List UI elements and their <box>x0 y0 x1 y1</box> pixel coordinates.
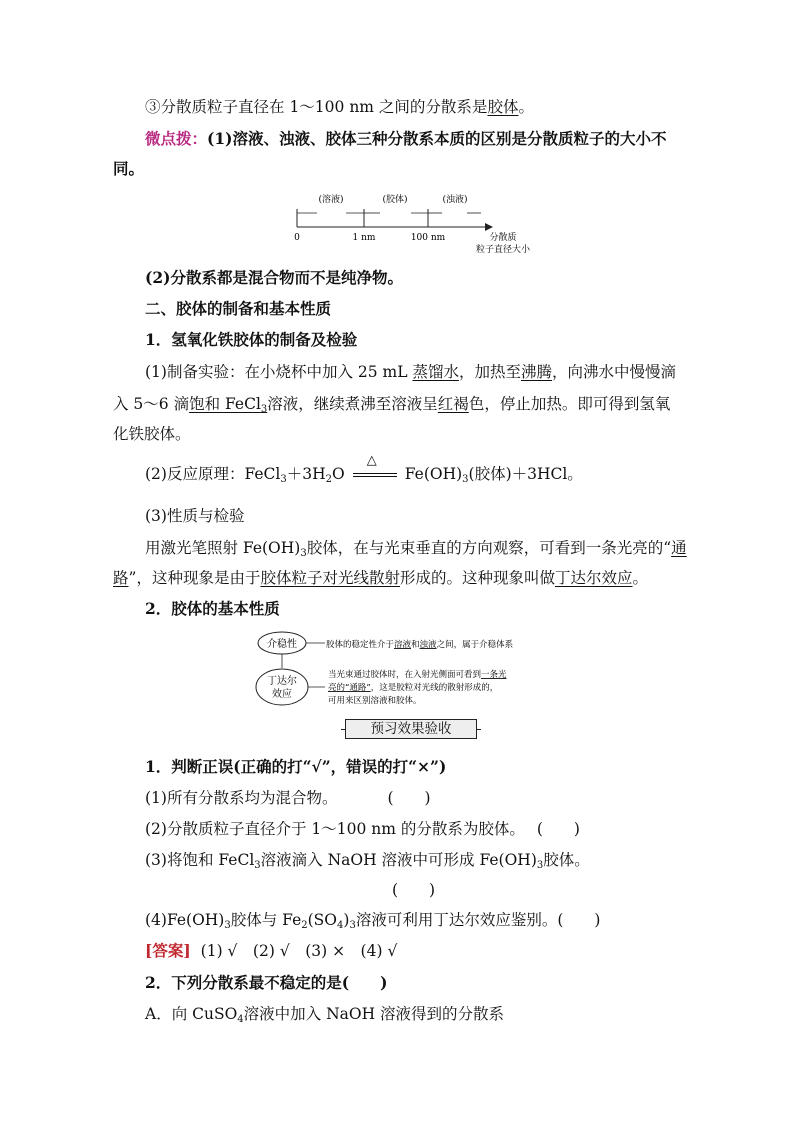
tip-line-2: 同。 <box>113 159 145 178</box>
answer-blank: ( ) <box>392 881 436 899</box>
answer-blank: ( ) <box>557 911 601 929</box>
underlined-answer: 胶体粒子对光线散射 <box>260 569 400 587</box>
subheading-2: 2．胶体的基本性质 <box>145 599 280 618</box>
q1-heading: 1．判断正误(正确的打“√”，错误的打“×”) <box>145 757 447 776</box>
q1-item-4: $(4)Fe(OH)_3$胶体与 $Fe_2(SO_4)_3$溶液可利用丁达尔效应鉴别。( ) <box>145 911 601 931</box>
tyndall-desc-1: 当光束通过胶体时，在入射光侧面可看到一条光 <box>328 670 507 680</box>
underlined-answer: 沸腾 <box>520 363 552 381</box>
range-label-suspension: (浊液) <box>442 195 468 205</box>
circled-number: ③ <box>145 98 161 116</box>
tick-label: 0 <box>294 233 300 243</box>
q1-item-1: (1)所有分散系均为混合物。 ( ) <box>145 789 431 807</box>
metastable-desc: 胶体的稳定性介于溶液和浊液之间，属于介稳体系 <box>326 640 514 650</box>
node-metastable: 介稳性 <box>267 639 297 650</box>
q1-item-3: (3)将饱和 FeCl$_3$溶液滴入 NaOH 溶液中可形成 $Fe(OH)_3$胶体。 <box>145 851 590 871</box>
q2-heading: 2．下列分散系最不稳定的是( ) <box>145 973 388 992</box>
prep-line-3: 化铁胶体。 <box>113 425 191 443</box>
axis-caption-2: 粒子直径大小 <box>475 245 531 255</box>
underlined-answer: 饱和 FeCl$_3$ <box>189 395 268 415</box>
q2-option-a: A．向 CuSO$_4$溶液中加入 NaOH 溶液得到的分散系 <box>145 1005 505 1025</box>
answer-line: [答案] (1) √ (2) √ (3) × (4) √ <box>145 941 398 960</box>
badge-label: 预习效果验收 <box>370 721 452 737</box>
colloid-properties-diagram <box>255 628 575 710</box>
tip-label: 微点拨： <box>145 129 208 148</box>
prep-line-1: (1)制备实验：在小烧杯中加入 25 mL 蒸馏水，加热至沸腾，向沸水中慢慢滴 <box>145 363 677 381</box>
prop-line-1: 用激光笔照射 $Fe(OH)_3$胶体，在与光束垂直的方向观察，可看到一条光亮的“通 <box>145 539 687 559</box>
section-heading: 二、胶体的制备和基本性质 <box>145 299 332 318</box>
underlined-answer: 通 <box>671 539 687 557</box>
mixture-note: (2)分散系都是混合物而不是纯净物。 <box>145 268 403 287</box>
axis-caption-1: 分散质 <box>489 233 517 243</box>
prep-line-2: 入 5～6 滴饱和 FeCl$_3$溶液，继续煮沸至溶液呈红褐色，停止加热。即可得到氢氧 <box>113 395 671 415</box>
tip-line-1: 微点拨：(1)溶液、浊液、胶体三种分散系本质的区别是分散质粒子的大小不 <box>145 129 667 148</box>
underlined-answer: 胶体 <box>487 98 519 116</box>
range-label-colloid: (胶体) <box>382 195 408 205</box>
prop-line-2: 路”，这种现象是由于胶体粒子对光线散射形成的。这种现象叫做丁达尔效应。 <box>113 569 649 587</box>
subheading-1: 1．氢氧化铁胶体的制备及检验 <box>145 330 358 349</box>
particle-size-axis <box>285 188 545 258</box>
node-tyndall-1: 丁达尔 <box>267 676 297 687</box>
reaction-equation: (2)反应原理：$FeCl_3+3H_2O$ △ $Fe(OH)_3$(胶体)＋3HCl。 <box>145 453 583 485</box>
heat-equals-sign: △ <box>349 465 401 485</box>
underlined-answer: 丁达尔效应 <box>554 569 633 587</box>
tick-label: 1 nm <box>352 233 376 243</box>
answer-blank: ( ) <box>536 820 580 838</box>
q1-item-2: (2)分散质粒子直径介于 1～100 nm 的分散系为胶体。 ( ) <box>145 820 580 838</box>
node-tyndall-2: 效应 <box>272 689 292 700</box>
underlined-answer: 路 <box>113 569 129 587</box>
underlined-answer: 红褐 <box>437 395 469 413</box>
range-label-solution: (溶液) <box>318 195 344 205</box>
definition-colloid: ③分散质粒子直径在 1～100 nm 之间的分散系是胶体。 <box>145 98 534 116</box>
tyndall-desc-2: 亮的“通路”，这是胶粒对光线的散射形成的， <box>328 683 499 693</box>
underlined-answer: 蒸馏水 <box>412 363 459 381</box>
tick-label: 100 nm <box>410 233 446 243</box>
section-badge <box>341 721 481 739</box>
answer-blank: ( ) <box>387 789 431 807</box>
answer-label: [答案] <box>145 941 191 960</box>
prop-heading: (3)性质与检验 <box>145 507 245 525</box>
tyndall-desc-3: 可用来区别溶液和胶体。 <box>328 696 422 706</box>
